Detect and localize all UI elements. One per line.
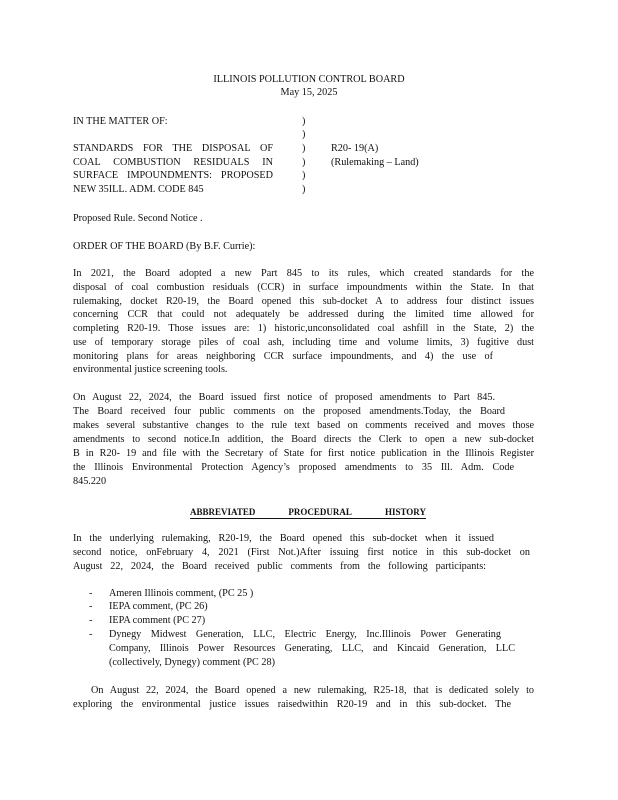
paragraph-line: The Board received four public comments on the proposed amendments.Today, the Board — [73, 406, 505, 417]
paragraph-line: monitoring plans for areas neighboring CCR surface impoundments, and 4) the use of — [73, 351, 493, 362]
section-heading — [190, 506, 426, 519]
paragraph-line: amendments to second notice.In addition, the Board directs the Clerk to open a new sub-docket — [73, 434, 534, 445]
list-item: (collectively, Dynegy) comment (PC 28) — [109, 657, 275, 668]
list-bullet: - — [89, 615, 93, 626]
caption-title-line: NEW 35ILL. ADM. CODE 845 — [73, 184, 204, 195]
caption-paren: ) — [302, 143, 306, 154]
paragraph-line: exploring the environmental justice issues raisedwithin R20-19 and in this sub-docket. The — [73, 699, 511, 710]
list-item: Dynegy Midwest Generation, LLC, Electric Energy, Inc.Illinois Power Generating — [109, 629, 501, 640]
paragraph-line: On August 22, 2024, the Board issued first notice of proposed amendments to Part 845. — [73, 392, 495, 403]
list-bullet: - — [89, 601, 93, 612]
docket-number: R20- 19(A) — [331, 143, 379, 154]
paragraph-line: In the underlying rulemaking, R20-19, the Board opened this sub-docket when it issued — [73, 533, 494, 544]
paragraph-line: environmental justice screening tools. — [73, 364, 228, 375]
agency-title: ILLINOIS POLLUTION CONTROL BOARD — [213, 74, 405, 85]
in-the-matter: IN THE MATTER OF: — [73, 116, 168, 127]
list-item: Ameren Illinois comment, (PC 25 ) — [109, 588, 254, 599]
paragraph-line: use of temporary storage piles of coal ash, including time and volume limits, 3) fugitive dust — [73, 337, 534, 348]
paragraph-line: On August 22, 2024, the Board opened a new rulemaking, R25-18, that is dedicated solely to — [91, 685, 534, 696]
paragraph-line: B in R20- 19 and file with the Secretary of State for first notice publication in the Illinois Register — [73, 448, 534, 459]
caption-paren: ) — [302, 184, 306, 195]
heading-word: HISTORY — [384, 507, 426, 517]
docket-type: (Rulemaking – Land) — [331, 157, 419, 168]
list-bullet: - — [89, 588, 93, 599]
paragraph-line: second notice, onFebruary 4, 2021 (First Not.)After issuing first notice in this sub-docket on — [73, 547, 530, 558]
caption-paren: ) — [302, 157, 306, 168]
paragraph-line: completing R20-19. Those issues are: 1) historic,unconsolidated coal ashfill in the State, 2) the — [73, 323, 534, 334]
caption-title-line: COAL COMBUSTION RESIDUALS IN — [73, 157, 273, 168]
list-item: IEPA comment, (PC 26) — [109, 601, 208, 612]
order-of-board: ORDER OF THE BOARD (By B.F. Currie): — [73, 241, 256, 252]
caption-paren: ) — [302, 129, 306, 140]
heading-word: PROCEDURAL — [288, 507, 352, 517]
paragraph-line: disposal of coal combustion residuals (CCR) in surface impoundments within the State. In that — [73, 282, 534, 293]
caption-title-line: SURFACE IMPOUNDMENTS: PROPOSED — [73, 170, 273, 181]
paragraph-line: In 2021, the Board adopted a new Part 845 to its rules, which created standards for the — [73, 268, 534, 279]
caption-paren: ) — [302, 170, 306, 181]
list-item: IEPA comment (PC 27) — [109, 615, 206, 626]
order-date: May 15, 2025 — [280, 87, 338, 98]
list-bullet: - — [89, 629, 93, 640]
caption-paren: ) — [302, 116, 306, 127]
paragraph-line: August 22, 2024, the Board received public comments from the following participants: — [73, 561, 486, 572]
paragraph-line: makes several substantive changes to the rule text based on comments received and moves those — [73, 420, 534, 431]
list-item: Company, Illinois Power Resources Generating, LLC, and Kincaid Generation, LLC — [109, 643, 515, 654]
paragraph-line: the Illinois Environmental Protection Agency’s proposed amendments to 35 Ill. Adm. Code — [73, 462, 514, 473]
paragraph-line: rulemaking, docket R20-19, the Board opened this sub-docket A to address four distinct issues — [73, 296, 534, 307]
heading-word: ABBREVIATED — [190, 507, 256, 517]
caption-title-line: STANDARDS FOR THE DISPOSAL OF — [73, 143, 273, 154]
paragraph-line: 845.220 — [73, 476, 107, 487]
proposed-rule-label: Proposed Rule. Second Notice . — [73, 213, 203, 224]
paragraph-line: concerning CCR that could not adequately be addressed during the limited time allowed for — [73, 309, 534, 320]
